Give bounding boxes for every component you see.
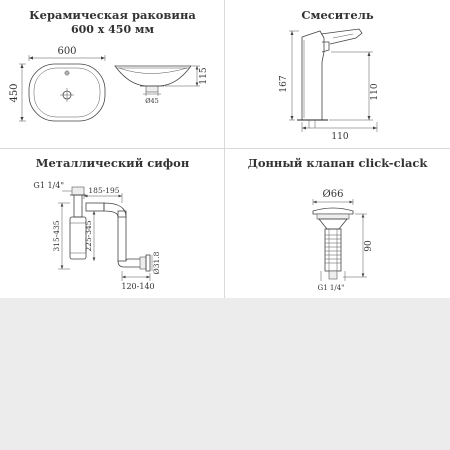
valve-title: Донный клапан click-clack [247,156,428,170]
sink-width-dimension [29,46,105,61]
valve-height-label: 90 [364,240,374,252]
valve-thread-label: G1 1/4" [317,284,345,292]
sink-drain-dimension [143,92,161,105]
sink-side-view [115,66,191,92]
sink-drain-label: Ø45 [145,97,159,105]
mixer-panel [225,0,450,148]
valve-drawing [225,149,450,298]
mixer-reach-dimension [302,122,377,142]
mixer-spout-height-label: 110 [370,83,380,101]
siphon-offset-dimension [84,186,122,203]
siphon-pipe-dimension [152,251,161,274]
siphon-pipe-label: Ø31.8 [152,251,161,275]
siphon-panel [0,149,224,298]
siphon-thread-label: G1 1/4" [33,181,64,190]
mixer-total-height-label: 167 [279,75,289,93]
siphon-offset-label: 185-195 [88,186,120,195]
siphon-thread-callout [33,181,72,191]
sink-depth-label: 450 [9,83,20,103]
mixer-reach-label: 110 [331,132,349,142]
siphon-body [70,187,150,271]
mixer-title: Смеситель [301,8,374,22]
sink-depth-dimension [9,64,26,121]
sink-drawing [0,0,224,148]
sink-panel [0,0,224,148]
valve-height-dimension [343,214,374,277]
siphon-bottom-label: 120-140 [121,282,155,291]
valve-panel [225,149,450,298]
siphon-title: Металлический сифон [35,156,190,170]
siphon-drawing [0,149,224,298]
sink-subtitle: 600 x 450 мм [70,23,155,36]
siphon-range-outer-label: 315-435 [52,220,61,252]
valve-diameter-label: Ø66 [322,189,344,200]
mixer-spout-height-dimension [329,52,380,120]
mixer-body [297,29,362,128]
valve-body [313,208,353,279]
siphon-range-outer-dimension [52,203,70,269]
siphon-bottom-dimension [121,271,154,291]
sink-height-label: 115 [199,67,209,85]
sink-title: Керамическая раковина [29,8,196,22]
sink-width-label: 600 [57,46,77,57]
siphon-range-inner-label: 225-345 [84,220,93,252]
mixer-total-height-dimension [279,31,299,120]
empty-lower-area [0,298,450,450]
mixer-drawing [225,0,450,148]
sink-top-view [29,64,105,121]
valve-diameter-dimension [313,189,353,205]
